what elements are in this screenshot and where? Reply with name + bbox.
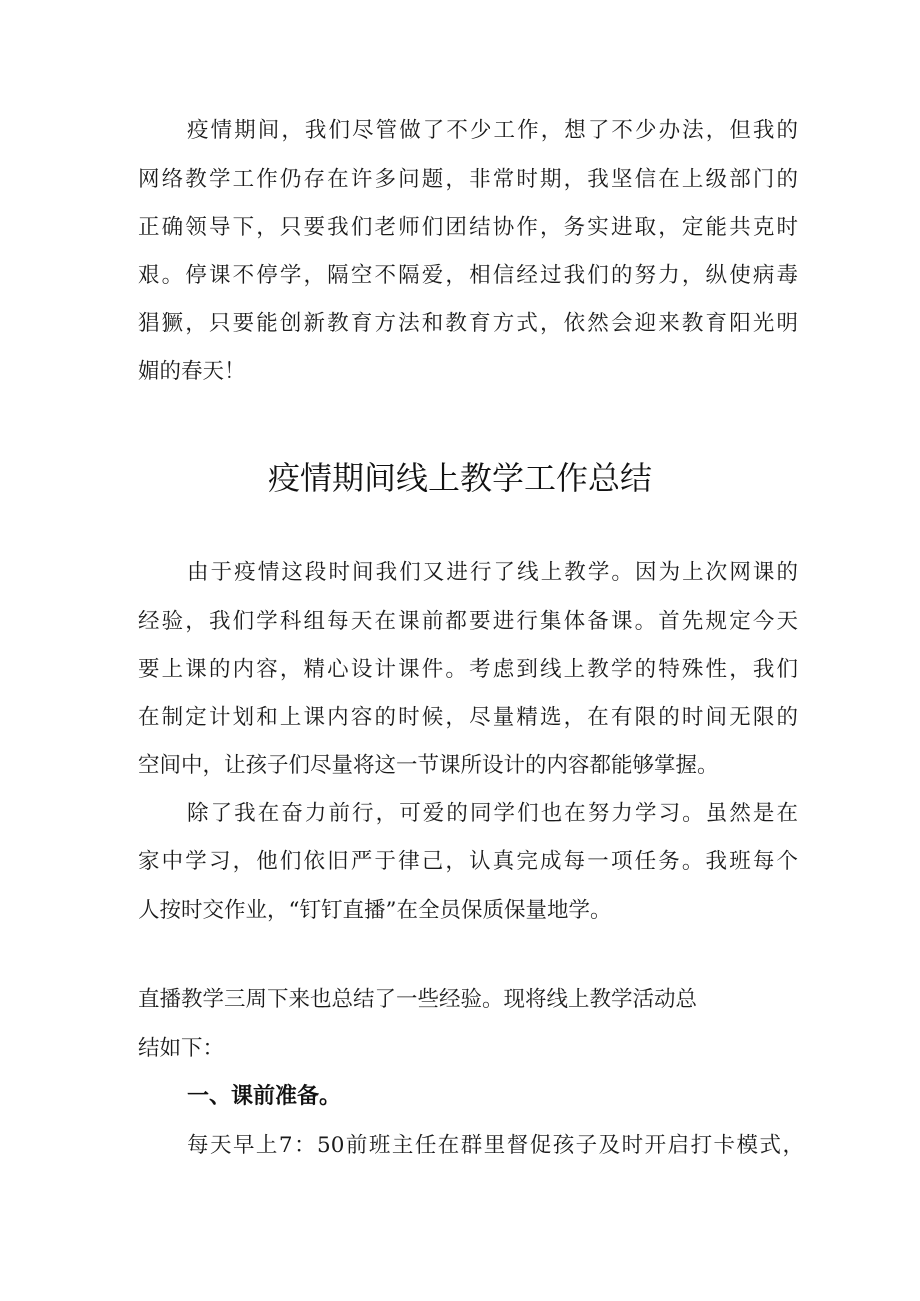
- paragraph-2-line-4: 在制定计划和上课内容的时候，尽量精选，在有限的时间无限的: [138, 705, 798, 730]
- paragraph-1-line-5: 猖獗，只要能创新教育方法和教育方式，依然会迎来教育阳光明: [138, 311, 798, 336]
- paragraph-1-line-2: 网络教学工作仍存在许多问题，非常时期，我坚信在上级部门的: [138, 167, 798, 192]
- paragraph-1-line-3: 正确领导下，只要我们老师们团结协作，务实进取，定能共克时: [138, 215, 798, 240]
- paragraph-2-line-1: 由于疫情这段时间我们又进行了线上教学。因为上次网课的: [187, 560, 798, 585]
- section-1-line-1: 每天早上7：50前班主任在群里督促孩子及时开启打卡模式，: [187, 1133, 804, 1158]
- paragraph-3-line-3: 人按时交作业，“钉钉直播”在全员保质保量地学。: [138, 898, 612, 923]
- paragraph-2-line-5: 空间中，让孩子们尽量将这一节课所设计的内容都能够掌握。: [138, 753, 719, 778]
- section-1-heading: 一、课前准备。: [187, 1084, 342, 1109]
- document-title: 疫情期间线上教学工作总结: [267, 459, 652, 497]
- paragraph-3-line-1: 除了我在奋力前行，可爱的同学们也在努力学习。虽然是在: [187, 801, 798, 826]
- paragraph-3-line-2: 家中学习，他们依旧严于律己，认真完成每一项任务。我班每个: [138, 849, 798, 874]
- paragraph-2-line-2: 经验，我们学科组每天在课前都要进行集体备课。首先规定今天: [138, 609, 798, 634]
- paragraph-1-line-1: 疫情期间，我们尽管做了不少工作，想了不少办法，但我的: [187, 118, 798, 143]
- paragraph-1-line-4: 艰。停课不停学，隔空不隔爱，相信经过我们的努力，纵使病毒: [138, 263, 798, 288]
- paragraph-4-line-1: 直播教学三周下来也总结了一些经验。现将线上教学活动总: [138, 987, 698, 1012]
- paragraph-2-line-3: 要上课的内容，精心设计课件。考虑到线上教学的特殊性，我们: [138, 657, 798, 682]
- paragraph-1-line-6: 媚的春天！: [138, 359, 246, 384]
- paragraph-4-line-2: 结如下：: [138, 1036, 225, 1061]
